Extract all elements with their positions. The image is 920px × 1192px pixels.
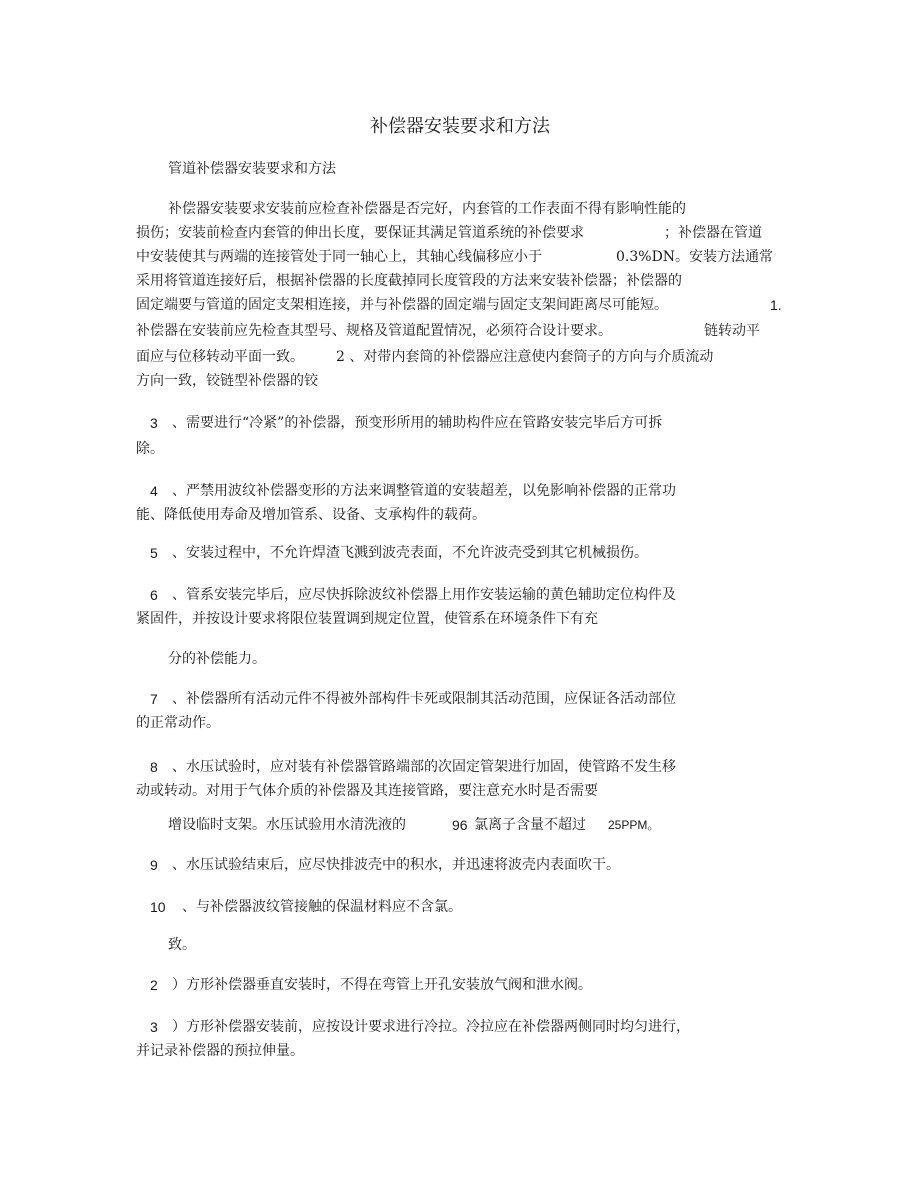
item-line: 、安装过程中，不允许焊渣飞溅到波壳表面，不允许波壳受到其它机械损伤。 bbox=[172, 545, 648, 561]
item-line: 、严禁用波纹补偿器变形的方法来调整管道的安装超差，以免影响补偿器的正常功 bbox=[172, 483, 676, 499]
item-line: ）方形补偿器垂直安装时，不得在弯管上开孔安装放气阀和泄水阀。 bbox=[172, 977, 592, 993]
item-number: 6 bbox=[150, 587, 158, 603]
item-line: 并记录补偿器的预拉伸量。 bbox=[136, 1043, 304, 1059]
item-line: 、需要进行“冷紧”的补偿器，预变形所用的辅助构件应在管路安装完毕后方可拆 bbox=[172, 415, 663, 431]
continuation-number: 96 bbox=[452, 817, 468, 833]
intro-line-8: 方向一致，铰链型补偿器的铰 bbox=[136, 373, 318, 389]
item-line: 、与补偿器波纹管接触的保温材料应不含氯。 bbox=[182, 899, 462, 915]
item-number: 2 bbox=[150, 977, 158, 993]
item-line: 、水压试验时，应对装有补偿器管路端部的次固定管架进行加固，使管路不发生移 bbox=[172, 759, 676, 775]
item-number: 7 bbox=[150, 691, 158, 707]
intro-line-1: 补偿器安装要求安装前应检查补偿器是否完好，内套管的工作表面不得有影响性能的 bbox=[168, 201, 686, 217]
item-line: 的正常动作。 bbox=[136, 715, 220, 731]
intro-line-3: 中安装使其与两端的连接管处于同一轴心上，其轴心线偏移应小于 bbox=[136, 249, 542, 265]
page-title: 补偿器安装要求和方法 bbox=[370, 116, 550, 137]
item-line: 能、降低使用寿命及增加管系、设备、支承构件的载荷。 bbox=[136, 507, 486, 523]
intro-line-7b: 2 、对带内套筒的补偿器应注意使内套筒子的方向与介质流动 bbox=[336, 349, 714, 365]
item-number: 9 bbox=[150, 857, 158, 873]
intro-line-6b: 链转动平 bbox=[704, 323, 760, 339]
subtitle: 管道补偿器安装要求和方法 bbox=[168, 161, 336, 177]
item-line: 、水压试验结束后，应尽快排波壳中的积水，并迅速将波壳内表面吹干。 bbox=[172, 857, 620, 873]
item-line: 、补偿器所有活动元件不得被外部构件卡死或限制其活动范围，应保证各活动部位 bbox=[172, 691, 676, 707]
continuation-line: 氯离子含量不超过 bbox=[474, 817, 586, 833]
intro-line-2: 损伤；安装前检查内套管的伸出长度，要保证其满足管道系统的补偿要求 bbox=[136, 225, 584, 241]
continuation-line: 增设临时支架。水压试验用水清洗液的 bbox=[168, 817, 406, 833]
item-number: 10 bbox=[150, 899, 166, 915]
item-number: 3 bbox=[150, 1019, 158, 1035]
intro-line-7: 面应与位移转动平面一致。 bbox=[136, 349, 304, 365]
intro-line-5: 固定端要与管道的固定支架相连接，并与补偿器的固定端与固定支架间距离尽可能短。 bbox=[136, 297, 668, 313]
item-line: 动或转动。对用于气体介质的补偿器及其连接管路，要注意充水时是否需要 bbox=[136, 783, 598, 799]
continuation-number: 25PPM。 bbox=[608, 818, 660, 832]
item-line: 除。 bbox=[136, 441, 164, 457]
item-number: 3 bbox=[150, 415, 158, 431]
item-line: 紧固件，并按设计要求将限位装置调到规定位置，使管系在环境条件下有充 bbox=[136, 611, 598, 627]
item-number: 4 bbox=[150, 483, 158, 499]
continuation-line: 致。 bbox=[168, 937, 196, 953]
item-line: ）方形补偿器安装前，应按设计要求进行冷拉。冷拉应在补偿器两侧同时均匀进行， bbox=[172, 1019, 690, 1035]
intro-line-2b: ；补偿器在管道 bbox=[664, 225, 762, 241]
item-number: 5 bbox=[150, 545, 158, 561]
intro-line-5b: 1. bbox=[770, 297, 782, 313]
item-number: 8 bbox=[150, 759, 158, 775]
intro-line-4: 采用将管道连接好后，根据补偿器的长度截掉同长度管段的方法来安装补偿器；补偿器的 bbox=[136, 273, 682, 289]
intro-line-6: 补偿器在安装前应先检查其型号、规格及管道配置情况，必须符合设计要求。 bbox=[136, 323, 612, 339]
intro-line-3b: 0.3%DN。安装方法通常 bbox=[616, 249, 774, 265]
item-line: 、管系安装完毕后，应尽快拆除波纹补偿器上用作安装运输的黄色辅助定位构件及 bbox=[172, 587, 676, 603]
continuation-line: 分的补偿能力。 bbox=[168, 651, 266, 667]
